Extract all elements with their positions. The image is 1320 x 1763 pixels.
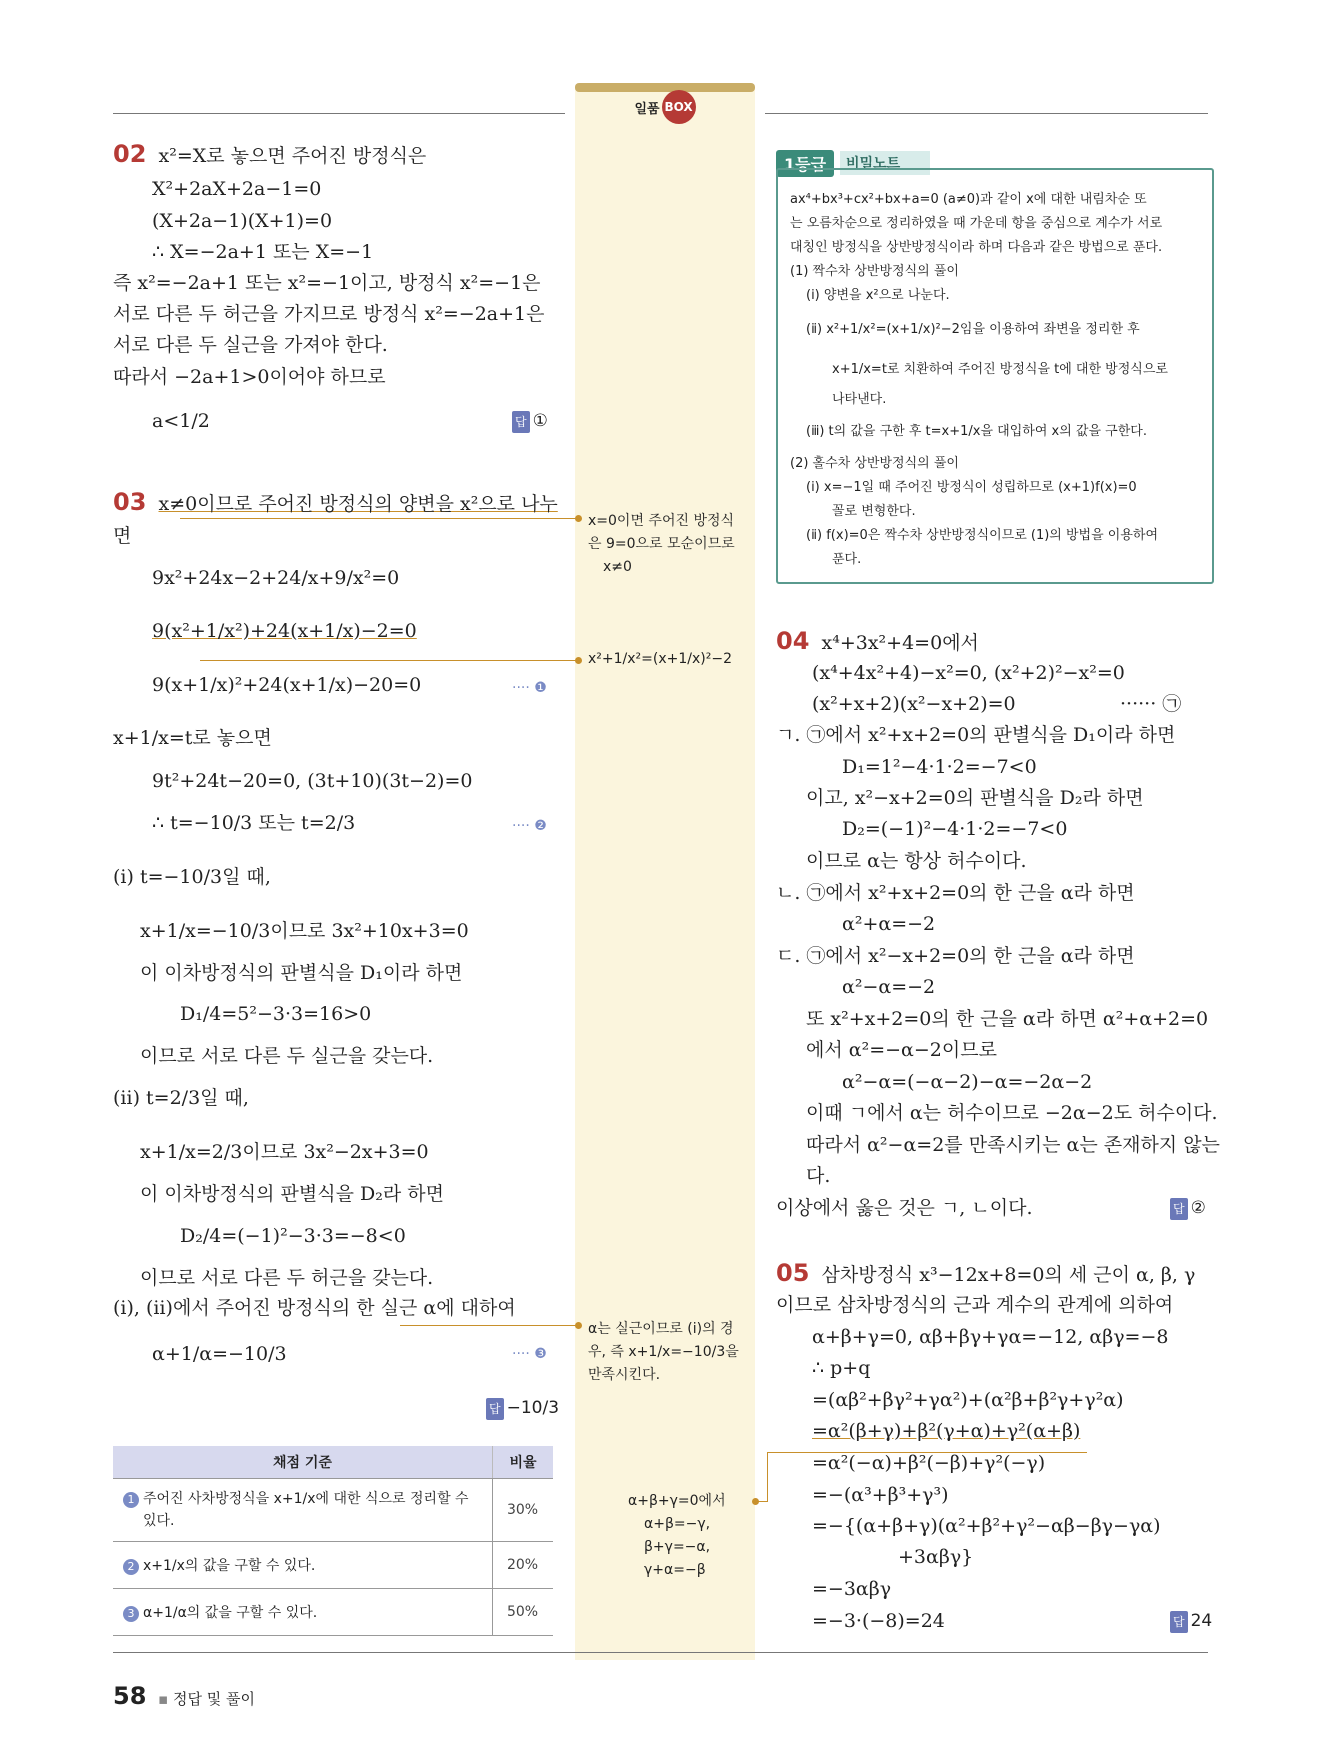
center-note-4 [628,1490,726,1582]
q03-number: 03 [113,488,147,516]
q04-line-2: (x²+x+2)(x²−x+2)=0 [812,693,1016,715]
q02-line-8: a<1/2 [152,410,210,432]
score-ratio: 30% [493,1479,554,1542]
q04-answer [1170,1197,1206,1220]
secret-line-4: (ⅰ) 양변을 x²으로 나눈다. [806,288,950,303]
score-row-text: x+1/x의 값을 구할 수 있다. [143,1558,316,1574]
header-rule-left [113,113,565,114]
q05-line-11: =−3·(−8)=24 [812,1610,945,1632]
q05-line-6: =α²(−α)+β²(−β)+γ²(−γ) [812,1452,1046,1474]
q05-line-1: 이므로 삼차방정식의 근과 계수의 관계에 의하여 [776,1294,1174,1316]
box-label [615,92,715,122]
center-note-4-line-0: α+β+γ=0에서 [628,1493,726,1509]
q04-number: 04 [776,627,810,655]
box-circle: BOX [662,90,696,124]
secret-line-9: (2) 홀수차 상반방정식의 풀이 [790,456,959,471]
q02-line-7: 따라서 −2a+1>0이어야 하므로 [113,366,386,388]
secret-note-box [776,168,1214,584]
score-row-number: 1 [123,1492,139,1508]
q05-line-4: =(αβ²+βγ²+γα²)+(α²β+β²γ+γ²α) [812,1389,1124,1411]
score-row-number: 3 [123,1606,139,1622]
q04-line-8: 이므로 α는 항상 허수이다. [806,850,1027,872]
q04-line-17: 따라서 α²−α=2를 만족시키는 α는 존재하지 않는 [806,1134,1220,1156]
q02-answer-value: ① [532,411,548,431]
score-row-text: 주어진 사차방정식을 x+1/x에 대한 식으로 정리할 수 [143,1491,469,1507]
score-ratio: 50% [493,1589,554,1636]
center-band-cap [575,83,755,92]
score-header-ratio: 비율 [493,1446,554,1479]
connector-dot-3 [575,1322,582,1329]
center-note-4-line-2: β+γ=−α, [644,1539,711,1555]
q03-line-7: ∴ t=−10/3 또는 t=2/3 [152,812,356,834]
q05-line-0 [776,1259,1196,1287]
secret-line-0: ax⁴+bx³+cx²+bx+a=0 (a≠0)과 같이 x에 대한 내림차순 또 [790,192,1147,207]
center-note-1 [588,510,735,579]
q02-line-1: X²+2aX+2a−1=0 [152,178,322,200]
footer-rule [113,1652,1208,1653]
q04-line-18: 다. [806,1165,831,1187]
secret-line-5: (ⅱ) x²+1/x²=(x+1/x)²−2임을 이용하여 좌변을 정리한 후 [806,322,1140,337]
q03-line-17: 이므로 서로 다른 두 허근을 갖는다. [140,1267,434,1289]
q04-line-5: D₁=1²−4·1·2=−7<0 [842,756,1037,778]
center-note-4-line-3: γ+α=−β [644,1562,706,1578]
footer-title [158,1688,255,1709]
secret-line-3: (1) 짝수차 상반방정식의 풀이 [790,264,959,279]
q05-line-7: =−(α³+β³+γ³) [812,1484,949,1506]
answer-mark-icon: 답 [1170,1611,1188,1633]
score-row-text-2: 있다. [143,1513,175,1529]
q02-line-4: 즉 x²=−2a+1 또는 x²=−1이고, 방정식 x²=−1은 [113,272,541,294]
answer-mark-icon: 답 [512,411,530,433]
center-note-band [575,88,755,1660]
q04-line-10: α²+α=−2 [842,913,936,935]
q05-line-10: =−3αβγ [812,1578,892,1600]
q05-text-5: =α²(β+γ)+β²(γ+α)+γ²(α+β) [812,1420,1081,1442]
q02-number: 02 [113,140,147,168]
q05-line-8: =−{(α+β+γ)(α²+β²+γ²−αβ−βγ−γα) [812,1515,1161,1537]
q04-line-13: 또 x²+x+2=0의 한 근을 α라 하면 α²+α+2=0 [806,1008,1209,1030]
score-criteria [113,1589,493,1636]
score-header-criteria: 채점 기준 [113,1446,493,1479]
q03-line-3 [152,620,417,642]
secret-note-title: 비밀노트 [840,151,930,175]
q05-answer [1170,1610,1212,1633]
footer-title-text: 정답 및 풀이 [172,1690,255,1708]
q03-ref-2: ···· ❷ [512,818,547,834]
q04-line-14: 에서 α²=−α−2이므로 [806,1039,997,1061]
score-row [113,1479,553,1542]
center-note-1-line-2: x≠0 [603,559,632,575]
score-table-header [113,1446,553,1479]
q03-line-16: D₂/4=(−1)²−3·3=−8<0 [180,1225,406,1247]
q02-line-5: 서로 다른 두 허근을 가지므로 방정식 x²=−2a+1은 [113,303,545,325]
q04-line-2-tag: ······ ㉠ [1120,693,1182,715]
q03-text-3: 9(x²+1/x²)+24(x+1/x)−2=0 [152,620,417,642]
center-note-1-line-0: x=0이면 주어진 방정식 [588,513,735,529]
q04-line-11: ㄷ. ㉠에서 x²−x+2=0의 한 근을 α라 하면 [776,945,1135,967]
secret-line-10: (ⅰ) x=−1일 때 주어진 방정식이 성립하므로 (x+1)f(x)=0 [806,480,1137,495]
score-row-text: α+1/α의 값을 구할 수 있다. [143,1605,318,1621]
q04-line-1: (x⁴+4x²+4)−x²=0, (x²+2)²−x²=0 [812,662,1125,684]
box-label-text: 일품 [634,101,660,117]
q03-text-0: x≠0이므로 주어진 방정식의 양변을 x²으로 나누 [158,493,558,515]
q02-text-0: x²=X로 놓으면 주어진 방정식은 [158,145,427,167]
answer-mark-icon: 답 [486,1398,504,1420]
q02-answer [512,410,548,433]
q04-text-0: x⁴+3x²+4=0에서 [821,632,979,654]
connector-1 [180,518,578,519]
q04-line-15: α²−α=(−α−2)−α=−2α−2 [842,1071,1093,1093]
q04-answer-value: ② [1190,1198,1206,1218]
q04-line-16: 이때 ㄱ에서 α는 허수이므로 −2α−2도 허수이다. [806,1102,1218,1124]
center-note-4-line-1: α+β=−γ, [644,1516,711,1532]
secret-note-tag: 1등급 [776,150,834,177]
q05-answer-value: 24 [1190,1611,1213,1631]
q04-line-9: ㄴ. ㉠에서 x²+x+2=0의 한 근을 α라 하면 [776,882,1135,904]
connector-dot-2 [575,657,582,664]
center-note-2-line-0: x²+1/x²=(x+1/x)²−2 [588,651,732,667]
score-row-number: 2 [123,1559,139,1575]
score-criteria [113,1479,493,1542]
q03-line-5: x+1/x=t로 놓으면 [113,727,272,749]
q03-line-12: 이므로 서로 다른 두 실근을 갖는다. [140,1045,434,1067]
secret-line-11: 꼴로 변형한다. [832,504,916,519]
q05-text-0: 삼차방정식 x³−12x+8=0의 세 근이 α, β, γ [821,1264,1196,1286]
q03-ref-1: ···· ❶ [512,680,547,696]
q03-line-10: 이 이차방정식의 판별식을 D₁이라 하면 [140,962,463,984]
center-note-2 [588,648,732,671]
score-criteria [113,1542,493,1589]
q03-line-1: 면 [113,525,132,547]
secret-line-7: 나타낸다. [832,392,887,407]
q03-line-4: 9(x+1/x)²+24(x+1/x)−20=0 [152,674,422,696]
connector-3 [400,1325,578,1326]
page-number: 58 [113,1682,147,1710]
q03-line-11: D₁/4=5²−3·3=16>0 [180,1003,372,1025]
q05-line-2: α+β+γ=0, αβ+βγ+γα=−12, αβγ=−8 [812,1326,1169,1348]
q03-ref-3: ···· ❸ [512,1346,547,1362]
score-row [113,1542,553,1589]
secret-line-8: (ⅲ) t의 값을 구한 후 t=x+1/x을 대입하여 x의 값을 구한다. [806,424,1147,439]
secret-line-13: 푼다. [832,552,862,567]
header-rule-right [765,113,1208,114]
connector-2 [200,660,578,661]
center-note-3-line-1: 우, 즉 x+1/x=−10/3을 [588,1344,739,1360]
q02-line-6: 서로 다른 두 실근을 가져야 한다. [113,334,388,356]
q05-line-3: ∴ p+q [812,1357,871,1379]
score-row [113,1589,553,1636]
q03-line-19: α+1/α=−10/3 [152,1343,287,1365]
q05-line-9: +3αβγ} [898,1546,974,1568]
center-note-3-line-0: α는 실근이므로 (ⅰ)의 경 [588,1321,734,1337]
secret-line-1: 는 오름차순으로 정리하였을 때 가운데 항을 중심으로 계수가 서로 [790,216,1163,231]
connector-dot-1 [575,515,582,522]
q03-line-2: 9x²+24x−2+24/x+9/x²=0 [152,567,400,589]
secret-line-2: 대칭인 방정식을 상반방정식이라 하며 다음과 같은 방법으로 푼다. [790,240,1163,255]
q03-line-14: x+1/x=2/3이므로 3x²−2x+3=0 [140,1141,429,1163]
answer-mark-icon: 답 [1170,1198,1188,1220]
q03-line-18: (ⅰ), (ⅱ)에서 주어진 방정식의 한 실근 α에 대하여 [113,1297,516,1319]
secret-line-12: (ⅱ) f(x)=0은 짝수차 상반방정식이므로 (1)의 방법을 이용하여 [806,528,1159,543]
connector-dot-4 [752,1498,759,1505]
score-ratio: 20% [493,1542,554,1589]
q04-line-19: 이상에서 옳은 것은 ㄱ, ㄴ이다. [776,1197,1033,1219]
q02-line-0 [113,140,427,168]
center-note-3-line-2: 만족시킨다. [588,1367,661,1383]
q03-line-13: (ⅱ) t=2/3일 때, [113,1087,249,1109]
q05-line-5 [812,1420,1080,1442]
q04-line-7: D₂=(−1)²−4·1·2=−7<0 [842,818,1068,840]
q03-line-9: x+1/x=−10/3이므로 3x²+10x+3=0 [140,920,469,942]
score-table [113,1446,553,1636]
q02-line-2: (X+2a−1)(X+1)=0 [152,210,333,232]
footer-bullet: ▪ [158,1690,169,1708]
q03-line-15: 이 이차방정식의 판별식을 D₂라 하면 [140,1183,444,1205]
q03-line-6: 9t²+24t−20=0, (3t+10)(3t−2)=0 [152,770,473,792]
connector-4-vert [767,1452,768,1502]
q02-line-3: ∴ X=−2a+1 또는 X=−1 [152,241,374,263]
q03-line-0 [113,488,558,516]
q03-answer [486,1397,559,1420]
q04-line-0 [776,627,979,655]
center-note-3 [588,1318,739,1387]
q04-line-6: 이고, x²−x+2=0의 판별식을 D₂라 하면 [806,787,1144,809]
q03-line-8: (ⅰ) t=−10/3일 때, [113,866,271,888]
center-note-1-line-1: 은 9=0으로 모순이므로 [588,536,735,552]
q04-line-4: ㄱ. ㉠에서 x²+x+2=0의 판별식을 D₁이라 하면 [776,724,1176,746]
q03-answer-value: −10/3 [506,1398,560,1418]
q05-number: 05 [776,1259,810,1287]
secret-line-6: x+1/x=t로 치환하여 주어진 방정식을 t에 대한 방정식으로 [832,362,1168,377]
q04-line-12: α²−α=−2 [842,976,936,998]
